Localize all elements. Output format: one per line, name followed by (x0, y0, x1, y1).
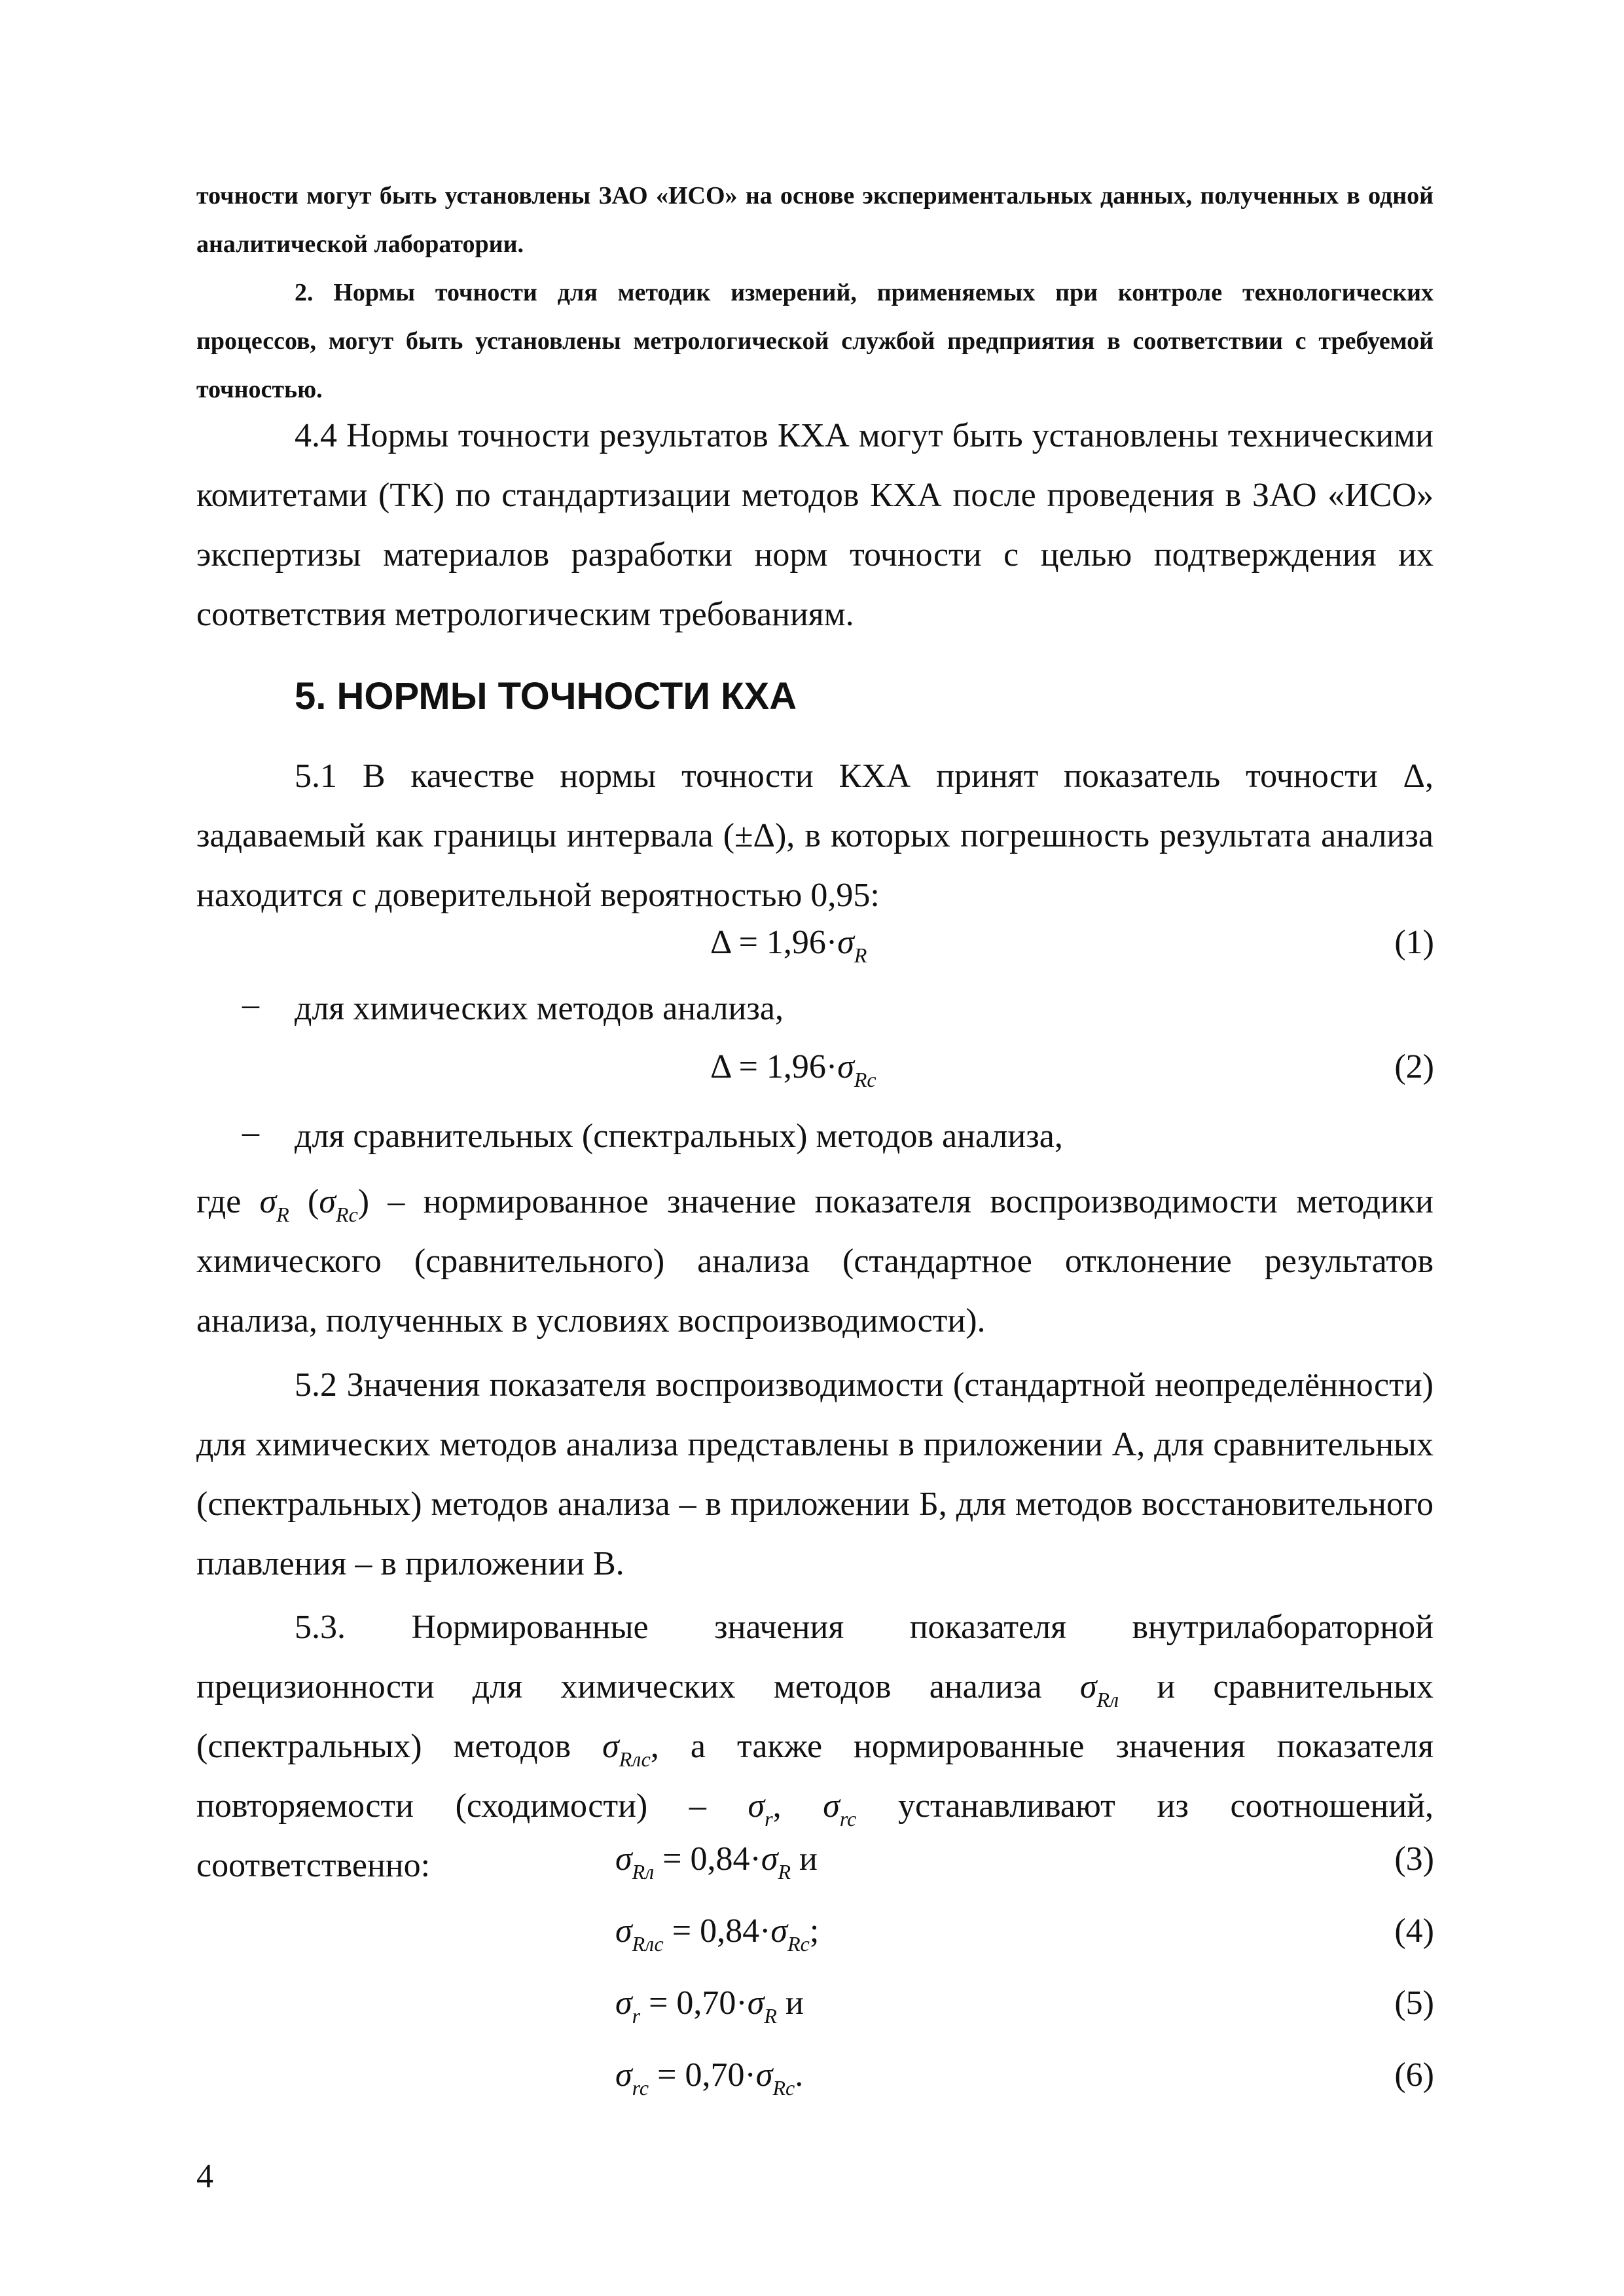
equation-4-number: (4) (1394, 1912, 1434, 1950)
equation-2-number: (2) (1394, 1048, 1434, 1085)
equation-6-number: (6) (1394, 2056, 1434, 2094)
note-2: 2. Нормы точности для методик измерений, применяемых при контроле технологических процессов, могут быть установлены метрологической службой предприятия в соответствии с требуемой точностью. (196, 279, 1434, 403)
equation-3-number: (3) (1394, 1840, 1434, 1878)
list-dash: – (242, 986, 259, 1023)
page-number: 4 (196, 2158, 213, 2195)
section-title: 5. НОРМЫ ТОЧНОСТИ КХА (295, 675, 797, 718)
where-definition: где $\sigma_R$ $(\sigma_{Rc})$ – нормированное значение показателя воспроизводимости методики химического (сравнительного) анализа (стандартное отклонение результатов анализа, полученных в условиях воспроизводимости). (196, 1183, 1434, 1339)
equation-3: $\sigma_{Rл} = 0,84\cdot\sigma_R$ и (615, 1840, 818, 1884)
equation-5: $\sigma_r = 0,70\cdot\sigma_R$ и (615, 1984, 804, 2028)
equation-1-number: (1) (1394, 924, 1434, 961)
note-1-continuation: точности могут быть установлены ЗАО «ИСО» на основе экспериментальных данных, полученных в одной аналитической лаборатории. (196, 182, 1434, 258)
chemical-methods-label: для химических методов анализа, (295, 990, 784, 1027)
paragraph-4-4: 4.4 Нормы точности результатов КХА могут быть установлены техническими комитетами (ТК) по стандартизации методов КХА после проведения в ЗАО «ИСО» экспертизы материалов разработки норм точности с целью подтверждения их соответствия метрологическим требованиям. (196, 417, 1434, 633)
equation-4: $\sigma_{Rлс} = 0,84\cdot\sigma_{Rc}$; (615, 1912, 820, 1956)
equation-2: $\Delta = 1,96\cdot\sigma_{Rc}$ (710, 1048, 876, 1091)
paragraph-5-2: 5.2 Значения показателя воспроизводимости (стандартной неопределённости) для химических методов анализа представлены в приложении А, для сравнительных (спектральных) методов анализа – в приложении Б, для методов восстановительного плавления – в приложении В. (196, 1366, 1434, 1582)
equation-1: $\Delta = 1,96\cdot\sigma_R$ (710, 924, 867, 967)
equation-6: $\sigma_{rc} = 0,70\cdot\sigma_{Rc}$. (615, 2056, 804, 2100)
spectral-methods-label: для сравнительных (спектральных) методов анализа, (295, 1118, 1063, 1155)
paragraph-5-3: 5.3. Нормированные значения показателя внутрилабораторной прецизионности для химических методов анализа $\sigma_{Rл}$ и сравнительных (спектральных) методов $\sigma_{Rлс}$, а также нормированные значения показателя повторяемости (сходимости) – $\sigma_r$, $\sigma_{rc}$ устанавливают из соотношений, соответственно: (196, 1609, 1434, 1884)
equation-5-number: (5) (1394, 1984, 1434, 2022)
list-dash: – (242, 1114, 259, 1151)
paragraph-5-1: 5.1 В качестве нормы точности КХА принят показатель точности Δ, задаваемый как границы интервала (±Δ), в которых погрешность результата анализа находится с доверительной вероятностью 0,95: (196, 757, 1434, 914)
